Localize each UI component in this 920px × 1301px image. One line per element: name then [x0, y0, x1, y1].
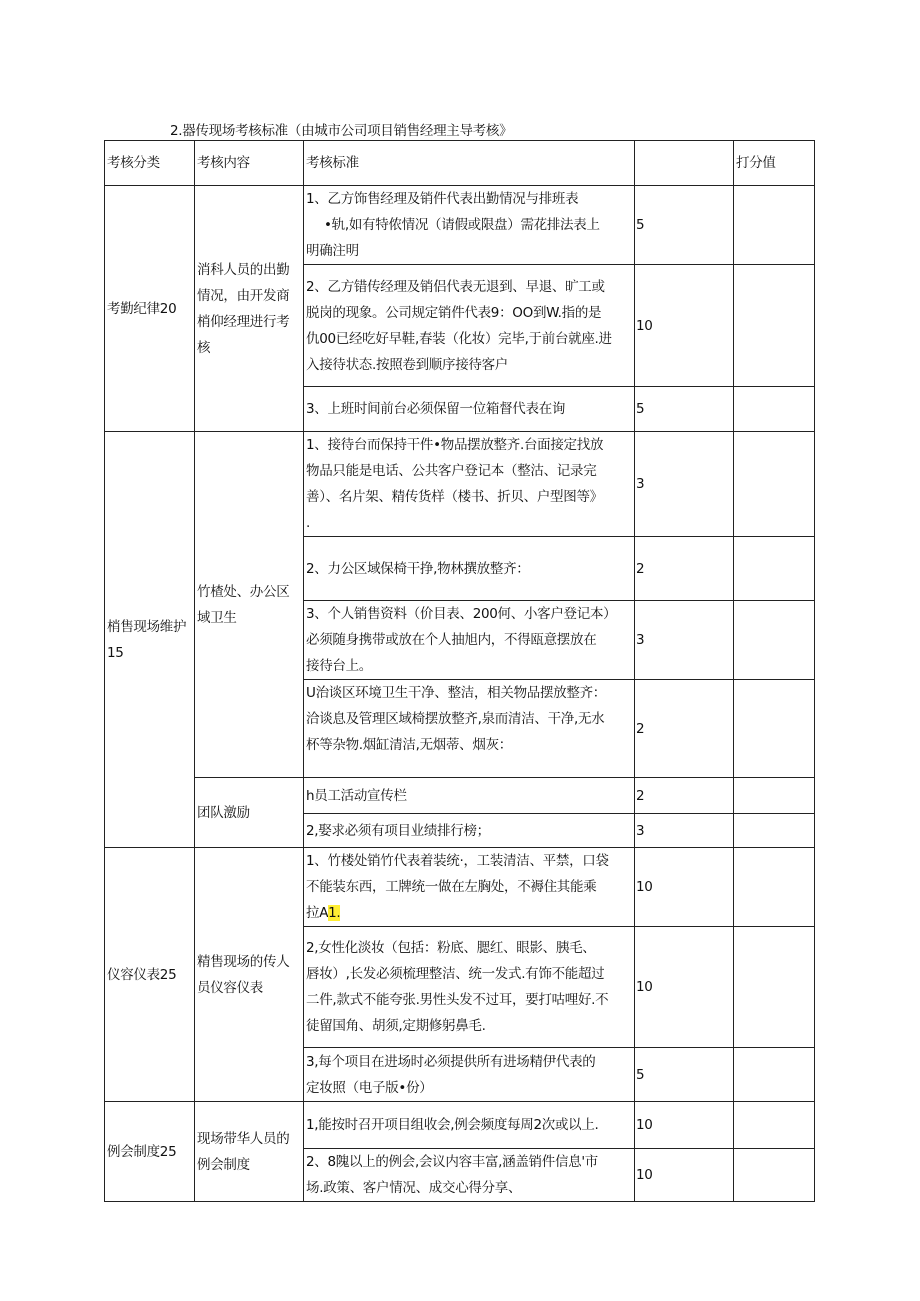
- criterion-line: 明确注明: [306, 243, 359, 259]
- header-category: 考核分类: [105, 141, 195, 186]
- content-cell: 消科人员的出勤情况，由开发商梢仰经理进行考核: [195, 186, 304, 432]
- header-standard: 考核标准: [304, 141, 635, 186]
- criterion-line: 二件,款式不能夸张.男性头发不过耳，要打咕哩好.不: [306, 992, 609, 1008]
- score-cell: 2: [635, 680, 734, 778]
- criterion-cell: [304, 680, 635, 778]
- score-cell: 5: [635, 1048, 734, 1102]
- criterion-line: 1、接待台而保持干件•物品摆放整齐.台面接定找放: [306, 437, 604, 453]
- score-cell: 3: [635, 814, 734, 848]
- criterion-line: •轨,如有特侬情况（请假或限盘）需花排法表上: [324, 217, 600, 233]
- category-cell: 仪容仪表25: [105, 848, 195, 1102]
- criterion-cell: [304, 265, 635, 387]
- criterion-line: 脱岗的现象。公司规定销件代表9：OO到W.指的是: [306, 304, 602, 321]
- criterion-line: 必须随身携带或放在个人抽旭内，不得瓯意摆放在: [306, 632, 597, 648]
- criterion-line: 1、竹楼处销竹代表着装统·，工装清洁、平禁，口袋: [306, 853, 609, 869]
- rating-cell: [734, 265, 815, 387]
- criterion-line: 入接待状态.按照卷到顺序接待客户: [306, 356, 508, 373]
- criterion-cell: [304, 1149, 635, 1202]
- criterion-cell: [304, 927, 635, 1048]
- criterion-line: 2、乙方错传经理及销侣代表无退到、早退、旷工或: [306, 278, 605, 295]
- table-row: [105, 432, 815, 537]
- content-cell: 现场带华人员的例会制度: [195, 1102, 304, 1202]
- criterion-line: 唇妆）,长发必须梳理整洁、统一发式.有饰不能超过: [306, 966, 605, 982]
- rating-cell: [734, 680, 815, 778]
- criterion-cell: [304, 848, 635, 927]
- header-blank: [635, 141, 734, 186]
- table-row: [105, 848, 815, 927]
- criterion-cell: [304, 814, 635, 848]
- criterion-line: 3、上班时间前台必须保留一位箱督代表在询: [306, 401, 566, 417]
- score-cell: 10: [635, 265, 734, 387]
- criterion-cell: [304, 601, 635, 680]
- rating-cell: [734, 601, 815, 680]
- criterion-line: 2、力公区域保椅干挣,物林撰放整齐：: [306, 560, 530, 577]
- criterion-line: 3,每个项目在进场时必须提供所有进场精伊代表的: [306, 1053, 596, 1070]
- score-cell: 10: [635, 1149, 734, 1202]
- table-row: [105, 186, 815, 265]
- rating-cell: [734, 1048, 815, 1102]
- table-row: [105, 1102, 815, 1149]
- rating-cell: [734, 387, 815, 432]
- criterion-line: 1,能按时召开项目组收会,例会频度每周2次或以上.: [306, 1117, 599, 1133]
- criterion-cell: [304, 387, 635, 432]
- header-row: [105, 141, 815, 186]
- criterion-cell: [304, 537, 635, 601]
- rating-cell: [734, 537, 815, 601]
- criterion-line: 接待台上。: [306, 658, 372, 674]
- criterion-line: 1、乙方饰售经理及销件代表出勤情况与排班表: [306, 191, 579, 207]
- score-cell: 5: [635, 387, 734, 432]
- criterion-line: 场.政策、客户情况、成交心得分享、: [306, 1180, 522, 1196]
- criterion-line: 定妆照（电子版•份）: [306, 1079, 433, 1096]
- score-cell: 5: [635, 186, 734, 265]
- page-title: 2.器传现场考核标准（由城市公司项目销售经理主导考核》: [170, 123, 513, 139]
- criterion-line-text: 拉A: [306, 905, 329, 921]
- rating-cell: [734, 778, 815, 814]
- score-cell: 10: [635, 927, 734, 1048]
- score-cell: 10: [635, 848, 734, 927]
- criterion-cell: [304, 186, 635, 265]
- header-content: 考核内容: [195, 141, 304, 186]
- category-cell: 梢售现场维护15: [105, 432, 195, 848]
- criterion-line: 仇00已经吃好早鞋,春装（化妆）完毕,于前台就座.进: [306, 330, 612, 347]
- criterion-line: [306, 900, 632, 926]
- criterion-line: U治谈区环境卫生干净、整洁，相关物品摆放整齐：: [306, 685, 606, 701]
- highlighted-text: 1.: [328, 905, 341, 921]
- content-cell: 竹楂处、办公区域卫生: [195, 432, 304, 778]
- score-cell: 10: [635, 1102, 734, 1149]
- score-cell: 3: [635, 432, 734, 537]
- criterion-line: 徒留国角、胡须,定期修躬鼻毛.: [306, 1018, 486, 1034]
- criterion-cell: [304, 1048, 635, 1102]
- criterion-line: h员工活动宣传栏: [306, 787, 407, 804]
- rating-cell: [734, 432, 815, 537]
- criterion-line: 2,女性化淡妆（包括：粉底、腮红、眼影、胰毛、: [306, 940, 596, 956]
- header-rating: 打分值: [734, 141, 815, 186]
- criterion-line: 2,娶求必须有项目业绩排行榜；: [306, 822, 490, 839]
- rating-cell: [734, 848, 815, 927]
- criterion-line: 杯等杂物.烟缸清洁,无烟蒂、烟灰：: [306, 737, 512, 753]
- criterion-line: 善）、名片架、精传货样（楼书、折贝、户型图等》: [306, 489, 603, 505]
- content-cell: 团队激励: [195, 778, 304, 848]
- criterion-line: 洽谈息及管理区域椅摆放整齐,泉而清洁、干净,无水: [306, 711, 605, 727]
- content-cell: 精售现场的传人员仪容仪表: [195, 848, 304, 1102]
- score-cell: 3: [635, 601, 734, 680]
- score-cell: 2: [635, 778, 734, 814]
- rating-cell: [734, 186, 815, 265]
- category-cell: 例会制度25: [105, 1102, 195, 1202]
- criterion-line: 3、个人销售资料（价目表、200何、小客户登记本）: [306, 606, 617, 622]
- rating-cell: [734, 1149, 815, 1202]
- criterion-line: .: [306, 515, 310, 531]
- category-cell: 考勤纪律20: [105, 186, 195, 432]
- rating-cell: [734, 814, 815, 848]
- criterion-line: 不能装东西，工牌统一做在左胸处，不褥住其能乘: [306, 879, 597, 895]
- criterion-line: 物品只能是电话、公共客户登记本（整沽、记录完: [306, 463, 597, 479]
- table-row: [105, 778, 815, 814]
- criterion-cell: [304, 1102, 635, 1149]
- criterion-line: 2、8隗以上的例会,会议内容丰富,涵盖销件信息'市: [306, 1154, 598, 1170]
- criterion-cell: [304, 778, 635, 814]
- criterion-cell: [304, 432, 635, 537]
- rating-cell: [734, 1102, 815, 1149]
- rating-cell: [734, 927, 815, 1048]
- assessment-table: [104, 140, 815, 1202]
- score-cell: 2: [635, 537, 734, 601]
